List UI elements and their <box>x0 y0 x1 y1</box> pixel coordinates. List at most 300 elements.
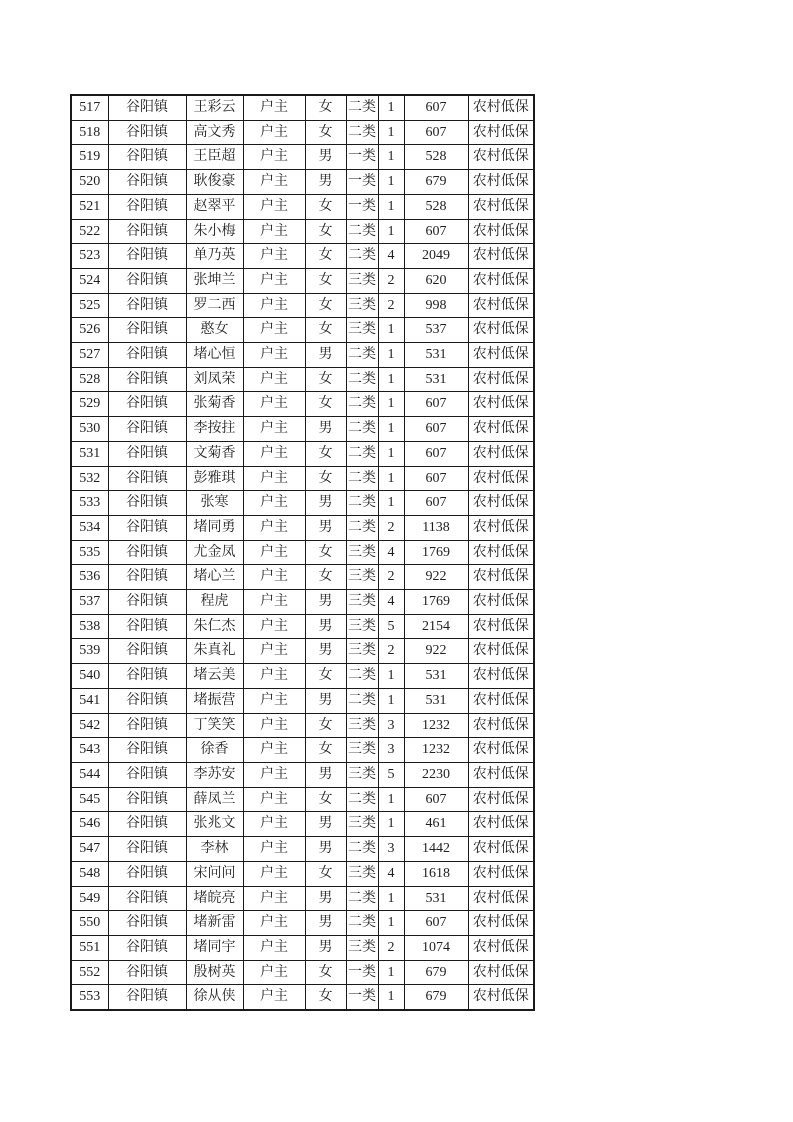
cell-name: 李按拄 <box>186 417 243 442</box>
cell-person-count: 2 <box>378 639 404 664</box>
cell-gender: 女 <box>305 194 346 219</box>
cell-relation: 户主 <box>243 466 305 491</box>
cell-gender: 女 <box>305 960 346 985</box>
cell-town: 谷阳镇 <box>108 812 186 837</box>
cell-serial-number: 536 <box>71 565 108 590</box>
cell-serial-number: 530 <box>71 417 108 442</box>
cell-person-count: 1 <box>378 491 404 516</box>
cell-gender: 女 <box>305 219 346 244</box>
cell-relation: 户主 <box>243 367 305 392</box>
table-row <box>71 738 534 763</box>
cell-person-count: 2 <box>378 268 404 293</box>
table-row <box>71 318 534 343</box>
cell-serial-number: 551 <box>71 935 108 960</box>
table-row <box>71 145 534 170</box>
cell-gender: 女 <box>305 293 346 318</box>
cell-person-count: 5 <box>378 762 404 787</box>
cell-serial-number: 526 <box>71 318 108 343</box>
cell-amount: 922 <box>404 565 468 590</box>
cell-name: 李林 <box>186 837 243 862</box>
cell-name: 堵振营 <box>186 688 243 713</box>
cell-gender: 女 <box>305 565 346 590</box>
cell-serial-number: 519 <box>71 145 108 170</box>
cell-relation: 户主 <box>243 639 305 664</box>
cell-person-count: 1 <box>378 812 404 837</box>
cell-relation: 户主 <box>243 120 305 145</box>
cell-person-count: 3 <box>378 738 404 763</box>
cell-person-count: 1 <box>378 145 404 170</box>
cell-name: 单乃英 <box>186 244 243 269</box>
cell-amount: 607 <box>404 911 468 936</box>
cell-town: 谷阳镇 <box>108 614 186 639</box>
cell-relation: 户主 <box>243 713 305 738</box>
cell-person-count: 2 <box>378 293 404 318</box>
cell-benefit-type: 农村低保 <box>468 614 534 639</box>
cell-benefit-type: 农村低保 <box>468 466 534 491</box>
cell-amount: 528 <box>404 194 468 219</box>
cell-name: 朱真礼 <box>186 639 243 664</box>
cell-benefit-type: 农村低保 <box>468 318 534 343</box>
table-row <box>71 812 534 837</box>
cell-gender: 男 <box>305 590 346 615</box>
table-row <box>71 417 534 442</box>
cell-amount: 2154 <box>404 614 468 639</box>
cell-name: 尤金凤 <box>186 540 243 565</box>
cell-category: 二类 <box>346 367 378 392</box>
cell-category: 二类 <box>346 911 378 936</box>
cell-name: 徐香 <box>186 738 243 763</box>
cell-amount: 2049 <box>404 244 468 269</box>
cell-relation: 户主 <box>243 392 305 417</box>
cell-category: 二类 <box>346 392 378 417</box>
cell-relation: 户主 <box>243 343 305 368</box>
cell-person-count: 2 <box>378 935 404 960</box>
cell-serial-number: 529 <box>71 392 108 417</box>
cell-serial-number: 546 <box>71 812 108 837</box>
cell-category: 一类 <box>346 170 378 195</box>
cell-category: 三类 <box>346 639 378 664</box>
cell-gender: 女 <box>305 392 346 417</box>
cell-serial-number: 542 <box>71 713 108 738</box>
cell-town: 谷阳镇 <box>108 244 186 269</box>
cell-category: 二类 <box>346 244 378 269</box>
cell-benefit-type: 农村低保 <box>468 343 534 368</box>
table-row <box>71 762 534 787</box>
table-row <box>71 614 534 639</box>
cell-serial-number: 533 <box>71 491 108 516</box>
cell-amount: 1074 <box>404 935 468 960</box>
cell-relation: 户主 <box>243 614 305 639</box>
cell-town: 谷阳镇 <box>108 417 186 442</box>
cell-person-count: 4 <box>378 590 404 615</box>
table-row <box>71 837 534 862</box>
cell-category: 二类 <box>346 417 378 442</box>
cell-amount: 531 <box>404 367 468 392</box>
cell-person-count: 1 <box>378 392 404 417</box>
cell-benefit-type: 农村低保 <box>468 738 534 763</box>
cell-amount: 531 <box>404 664 468 689</box>
cell-category: 一类 <box>346 985 378 1010</box>
cell-name: 徐从侠 <box>186 985 243 1010</box>
cell-name: 刘凤荣 <box>186 367 243 392</box>
cell-gender: 男 <box>305 343 346 368</box>
table-row <box>71 120 534 145</box>
cell-serial-number: 541 <box>71 688 108 713</box>
cell-amount: 607 <box>404 219 468 244</box>
table-row <box>71 491 534 516</box>
cell-serial-number: 517 <box>71 95 108 120</box>
cell-town: 谷阳镇 <box>108 985 186 1010</box>
cell-town: 谷阳镇 <box>108 540 186 565</box>
cell-town: 谷阳镇 <box>108 911 186 936</box>
cell-gender: 女 <box>305 738 346 763</box>
cell-gender: 女 <box>305 664 346 689</box>
table-row <box>71 466 534 491</box>
cell-serial-number: 531 <box>71 441 108 466</box>
cell-person-count: 1 <box>378 417 404 442</box>
cell-benefit-type: 农村低保 <box>468 787 534 812</box>
cell-category: 三类 <box>346 293 378 318</box>
cell-serial-number: 522 <box>71 219 108 244</box>
cell-town: 谷阳镇 <box>108 565 186 590</box>
table-row <box>71 664 534 689</box>
cell-benefit-type: 农村低保 <box>468 985 534 1010</box>
cell-benefit-type: 农村低保 <box>468 935 534 960</box>
cell-town: 谷阳镇 <box>108 194 186 219</box>
cell-amount: 531 <box>404 688 468 713</box>
cell-relation: 户主 <box>243 960 305 985</box>
cell-town: 谷阳镇 <box>108 861 186 886</box>
cell-name: 张兆文 <box>186 812 243 837</box>
cell-name: 王彩云 <box>186 95 243 120</box>
cell-town: 谷阳镇 <box>108 960 186 985</box>
cell-relation: 户主 <box>243 688 305 713</box>
cell-benefit-type: 农村低保 <box>468 293 534 318</box>
cell-benefit-type: 农村低保 <box>468 417 534 442</box>
cell-relation: 户主 <box>243 738 305 763</box>
subsistence-allowance-table <box>70 94 535 1011</box>
cell-person-count: 4 <box>378 861 404 886</box>
cell-amount: 679 <box>404 985 468 1010</box>
cell-category: 二类 <box>346 787 378 812</box>
cell-benefit-type: 农村低保 <box>468 688 534 713</box>
cell-gender: 男 <box>305 639 346 664</box>
cell-person-count: 1 <box>378 886 404 911</box>
cell-name: 丁笑笑 <box>186 713 243 738</box>
cell-name: 耿俊豪 <box>186 170 243 195</box>
cell-serial-number: 518 <box>71 120 108 145</box>
cell-amount: 607 <box>404 466 468 491</box>
cell-amount: 607 <box>404 441 468 466</box>
cell-town: 谷阳镇 <box>108 935 186 960</box>
cell-relation: 户主 <box>243 145 305 170</box>
cell-relation: 户主 <box>243 664 305 689</box>
cell-name: 宋问问 <box>186 861 243 886</box>
cell-benefit-type: 农村低保 <box>468 194 534 219</box>
cell-amount: 679 <box>404 960 468 985</box>
cell-amount: 531 <box>404 343 468 368</box>
cell-benefit-type: 农村低保 <box>468 565 534 590</box>
cell-person-count: 1 <box>378 688 404 713</box>
cell-person-count: 2 <box>378 565 404 590</box>
cell-relation: 户主 <box>243 935 305 960</box>
table-row <box>71 515 534 540</box>
cell-name: 高文秀 <box>186 120 243 145</box>
cell-serial-number: 544 <box>71 762 108 787</box>
cell-relation: 户主 <box>243 293 305 318</box>
cell-person-count: 2 <box>378 515 404 540</box>
cell-town: 谷阳镇 <box>108 787 186 812</box>
cell-category: 三类 <box>346 812 378 837</box>
table-row <box>71 911 534 936</box>
cell-name: 堵云美 <box>186 664 243 689</box>
cell-person-count: 1 <box>378 985 404 1010</box>
cell-town: 谷阳镇 <box>108 293 186 318</box>
cell-gender: 男 <box>305 614 346 639</box>
cell-serial-number: 532 <box>71 466 108 491</box>
cell-amount: 679 <box>404 170 468 195</box>
cell-category: 三类 <box>346 861 378 886</box>
cell-gender: 男 <box>305 145 346 170</box>
cell-relation: 户主 <box>243 861 305 886</box>
cell-category: 一类 <box>346 145 378 170</box>
cell-benefit-type: 农村低保 <box>468 762 534 787</box>
cell-serial-number: 534 <box>71 515 108 540</box>
cell-person-count: 1 <box>378 343 404 368</box>
cell-town: 谷阳镇 <box>108 639 186 664</box>
table-row <box>71 787 534 812</box>
cell-name: 程虎 <box>186 590 243 615</box>
cell-person-count: 1 <box>378 787 404 812</box>
cell-category: 三类 <box>346 614 378 639</box>
cell-category: 二类 <box>346 664 378 689</box>
cell-relation: 户主 <box>243 318 305 343</box>
cell-benefit-type: 农村低保 <box>468 491 534 516</box>
cell-category: 三类 <box>346 762 378 787</box>
cell-serial-number: 521 <box>71 194 108 219</box>
cell-gender: 女 <box>305 787 346 812</box>
cell-amount: 1769 <box>404 590 468 615</box>
cell-category: 一类 <box>346 194 378 219</box>
cell-name: 薛凤兰 <box>186 787 243 812</box>
cell-name: 文菊香 <box>186 441 243 466</box>
cell-town: 谷阳镇 <box>108 837 186 862</box>
cell-category: 二类 <box>346 886 378 911</box>
cell-person-count: 1 <box>378 120 404 145</box>
cell-name: 李苏安 <box>186 762 243 787</box>
cell-category: 三类 <box>346 540 378 565</box>
cell-gender: 女 <box>305 441 346 466</box>
cell-person-count: 4 <box>378 244 404 269</box>
cell-name: 张坤兰 <box>186 268 243 293</box>
cell-relation: 户主 <box>243 515 305 540</box>
cell-benefit-type: 农村低保 <box>468 590 534 615</box>
cell-gender: 女 <box>305 244 346 269</box>
cell-relation: 户主 <box>243 837 305 862</box>
cell-category: 二类 <box>346 343 378 368</box>
cell-serial-number: 524 <box>71 268 108 293</box>
cell-category: 二类 <box>346 466 378 491</box>
cell-gender: 女 <box>305 268 346 293</box>
cell-gender: 女 <box>305 466 346 491</box>
table-row <box>71 861 534 886</box>
cell-benefit-type: 农村低保 <box>468 664 534 689</box>
cell-gender: 男 <box>305 170 346 195</box>
cell-name: 堵心恒 <box>186 343 243 368</box>
cell-benefit-type: 农村低保 <box>468 219 534 244</box>
cell-relation: 户主 <box>243 762 305 787</box>
cell-person-count: 1 <box>378 367 404 392</box>
cell-person-count: 1 <box>378 441 404 466</box>
cell-relation: 户主 <box>243 787 305 812</box>
cell-town: 谷阳镇 <box>108 886 186 911</box>
cell-person-count: 1 <box>378 664 404 689</box>
cell-gender: 男 <box>305 935 346 960</box>
table-body <box>71 95 534 1010</box>
cell-category: 三类 <box>346 565 378 590</box>
cell-amount: 537 <box>404 318 468 343</box>
table-row <box>71 985 534 1010</box>
cell-name: 赵翠平 <box>186 194 243 219</box>
cell-name: 王臣超 <box>186 145 243 170</box>
cell-relation: 户主 <box>243 268 305 293</box>
cell-amount: 607 <box>404 417 468 442</box>
cell-town: 谷阳镇 <box>108 515 186 540</box>
cell-serial-number: 523 <box>71 244 108 269</box>
cell-benefit-type: 农村低保 <box>468 861 534 886</box>
cell-person-count: 1 <box>378 911 404 936</box>
cell-person-count: 3 <box>378 837 404 862</box>
cell-amount: 1618 <box>404 861 468 886</box>
cell-name: 殷树英 <box>186 960 243 985</box>
cell-gender: 男 <box>305 417 346 442</box>
cell-category: 二类 <box>346 688 378 713</box>
cell-serial-number: 550 <box>71 911 108 936</box>
cell-name: 张菊香 <box>186 392 243 417</box>
cell-person-count: 4 <box>378 540 404 565</box>
cell-person-count: 1 <box>378 170 404 195</box>
cell-benefit-type: 农村低保 <box>468 540 534 565</box>
cell-benefit-type: 农村低保 <box>468 367 534 392</box>
table-row <box>71 194 534 219</box>
cell-benefit-type: 农村低保 <box>468 713 534 738</box>
cell-amount: 607 <box>404 95 468 120</box>
cell-amount: 2230 <box>404 762 468 787</box>
cell-serial-number: 549 <box>71 886 108 911</box>
cell-category: 一类 <box>346 960 378 985</box>
cell-category: 二类 <box>346 219 378 244</box>
cell-category: 二类 <box>346 837 378 862</box>
table-row <box>71 688 534 713</box>
cell-relation: 户主 <box>243 194 305 219</box>
cell-town: 谷阳镇 <box>108 318 186 343</box>
cell-relation: 户主 <box>243 886 305 911</box>
cell-serial-number: 539 <box>71 639 108 664</box>
cell-category: 二类 <box>346 491 378 516</box>
table-row <box>71 392 534 417</box>
cell-gender: 男 <box>305 812 346 837</box>
cell-relation: 户主 <box>243 417 305 442</box>
cell-town: 谷阳镇 <box>108 441 186 466</box>
cell-amount: 607 <box>404 491 468 516</box>
cell-gender: 女 <box>305 318 346 343</box>
cell-serial-number: 525 <box>71 293 108 318</box>
cell-name: 堵心兰 <box>186 565 243 590</box>
cell-relation: 户主 <box>243 219 305 244</box>
cell-gender: 男 <box>305 491 346 516</box>
cell-amount: 607 <box>404 120 468 145</box>
cell-name: 堵皖亮 <box>186 886 243 911</box>
cell-gender: 女 <box>305 861 346 886</box>
cell-category: 三类 <box>346 713 378 738</box>
cell-gender: 女 <box>305 540 346 565</box>
cell-amount: 620 <box>404 268 468 293</box>
table-row <box>71 935 534 960</box>
cell-serial-number: 547 <box>71 837 108 862</box>
cell-person-count: 1 <box>378 318 404 343</box>
table-row <box>71 886 534 911</box>
cell-gender: 男 <box>305 911 346 936</box>
cell-amount: 998 <box>404 293 468 318</box>
cell-name: 朱小梅 <box>186 219 243 244</box>
cell-town: 谷阳镇 <box>108 120 186 145</box>
cell-benefit-type: 农村低保 <box>468 911 534 936</box>
cell-category: 二类 <box>346 120 378 145</box>
cell-person-count: 3 <box>378 713 404 738</box>
cell-town: 谷阳镇 <box>108 590 186 615</box>
cell-gender: 女 <box>305 713 346 738</box>
cell-benefit-type: 农村低保 <box>468 837 534 862</box>
cell-category: 二类 <box>346 95 378 120</box>
cell-gender: 男 <box>305 886 346 911</box>
cell-amount: 531 <box>404 886 468 911</box>
cell-relation: 户主 <box>243 565 305 590</box>
cell-benefit-type: 农村低保 <box>468 515 534 540</box>
cell-amount: 461 <box>404 812 468 837</box>
cell-gender: 女 <box>305 985 346 1010</box>
cell-person-count: 1 <box>378 960 404 985</box>
cell-benefit-type: 农村低保 <box>468 170 534 195</box>
cell-benefit-type: 农村低保 <box>468 639 534 664</box>
cell-relation: 户主 <box>243 170 305 195</box>
cell-benefit-type: 农村低保 <box>468 812 534 837</box>
cell-category: 三类 <box>346 590 378 615</box>
cell-serial-number: 520 <box>71 170 108 195</box>
cell-relation: 户主 <box>243 985 305 1010</box>
table-row <box>71 960 534 985</box>
cell-town: 谷阳镇 <box>108 688 186 713</box>
cell-benefit-type: 农村低保 <box>468 244 534 269</box>
cell-benefit-type: 农村低保 <box>468 120 534 145</box>
cell-person-count: 5 <box>378 614 404 639</box>
table-row <box>71 268 534 293</box>
cell-town: 谷阳镇 <box>108 170 186 195</box>
cell-amount: 1442 <box>404 837 468 862</box>
cell-person-count: 1 <box>378 219 404 244</box>
cell-serial-number: 528 <box>71 367 108 392</box>
cell-amount: 1138 <box>404 515 468 540</box>
cell-relation: 户主 <box>243 590 305 615</box>
cell-gender: 女 <box>305 367 346 392</box>
cell-amount: 607 <box>404 787 468 812</box>
cell-serial-number: 535 <box>71 540 108 565</box>
cell-serial-number: 527 <box>71 343 108 368</box>
cell-name: 憨女 <box>186 318 243 343</box>
cell-name: 堵同宇 <box>186 935 243 960</box>
cell-serial-number: 553 <box>71 985 108 1010</box>
table-row <box>71 219 534 244</box>
cell-name: 堵同勇 <box>186 515 243 540</box>
